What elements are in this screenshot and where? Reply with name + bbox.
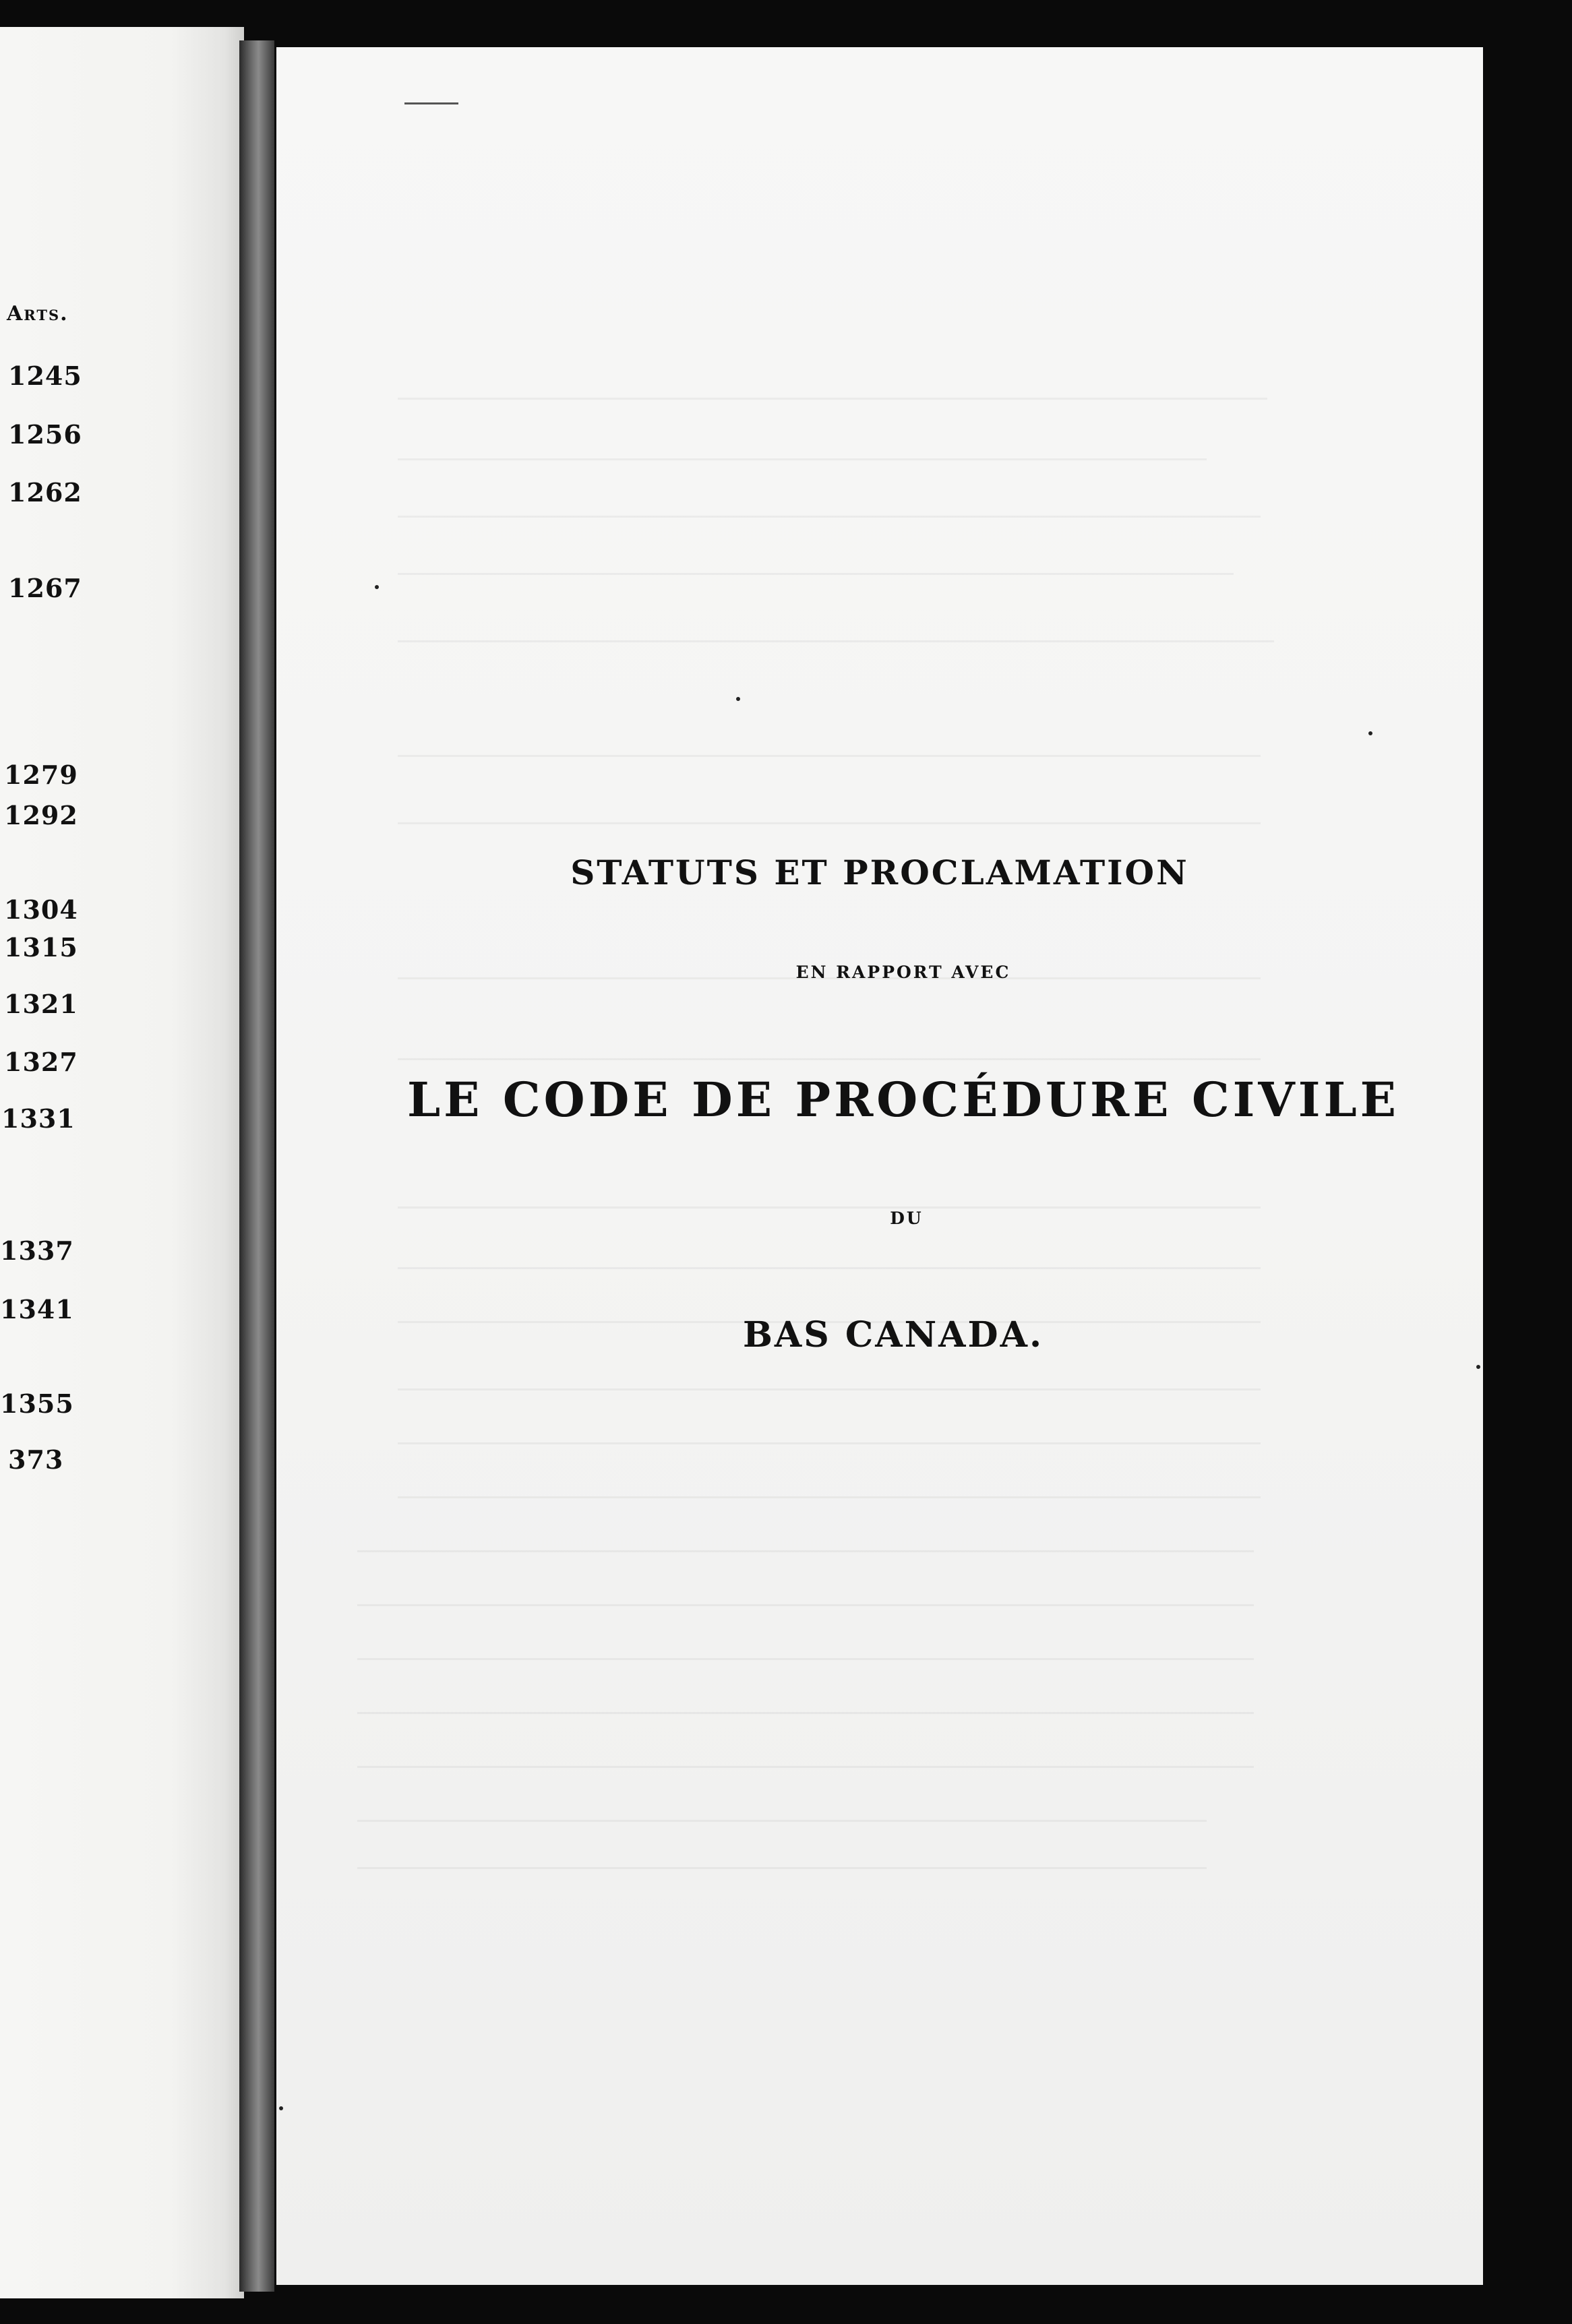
show-through-line — [398, 755, 1261, 764]
title-line-du: DU — [890, 1209, 924, 1228]
article-number: 1321 — [4, 989, 78, 1019]
show-through-line — [357, 1550, 1254, 1559]
show-through-line — [357, 1712, 1254, 1721]
ink-speck — [1368, 731, 1372, 735]
show-through-line — [398, 1388, 1261, 1397]
article-number: 1341 — [0, 1294, 74, 1324]
article-number: 1327 — [4, 1047, 78, 1077]
article-number: 1256 — [8, 419, 82, 450]
article-number: 1315 — [4, 932, 78, 962]
show-through-line — [357, 1658, 1254, 1667]
article-number: 1292 — [4, 800, 78, 830]
title-line-statuts: STATUTS ET PROCLAMATION — [570, 853, 1189, 892]
show-through-line — [398, 458, 1207, 467]
show-through-line — [398, 1496, 1261, 1505]
show-through-line — [398, 1442, 1261, 1451]
ink-speck — [279, 2106, 283, 2110]
article-number: 1279 — [4, 760, 78, 790]
show-through-line — [357, 1820, 1207, 1829]
show-through-line — [398, 398, 1267, 406]
article-number: 1337 — [0, 1235, 74, 1266]
article-number: 373 — [8, 1444, 64, 1475]
title-line-en-rapport-avec: EN RAPPORT AVEC — [795, 962, 1011, 982]
show-through-line — [398, 516, 1261, 524]
title-line-bas-canada: BAS CANADA. — [742, 1314, 1044, 1355]
article-number: 1267 — [8, 573, 82, 603]
ink-speck — [736, 697, 740, 701]
ink-speck — [375, 585, 379, 589]
book-gutter — [239, 40, 274, 2292]
show-through-line — [357, 1867, 1207, 1876]
article-number: 1262 — [8, 477, 82, 508]
show-through-line — [398, 1058, 1261, 1067]
title-page — [276, 47, 1483, 2285]
article-number: 1245 — [8, 361, 82, 391]
show-through-line — [398, 822, 1261, 831]
show-through-line — [398, 640, 1274, 649]
show-through-line — [357, 1766, 1254, 1775]
show-through-line — [398, 573, 1234, 582]
articles-column-header: Arts. — [7, 302, 69, 326]
show-through-line — [357, 1604, 1254, 1613]
article-number: 1331 — [1, 1103, 75, 1134]
scan-artifact — [404, 102, 458, 104]
title-line-code-procedure: LE CODE DE PROCÉDURE CIVILE — [406, 1072, 1400, 1128]
article-number: 1355 — [0, 1388, 74, 1419]
ink-speck — [1476, 1365, 1480, 1369]
article-number: 1304 — [4, 894, 78, 925]
show-through-line — [398, 1267, 1261, 1276]
